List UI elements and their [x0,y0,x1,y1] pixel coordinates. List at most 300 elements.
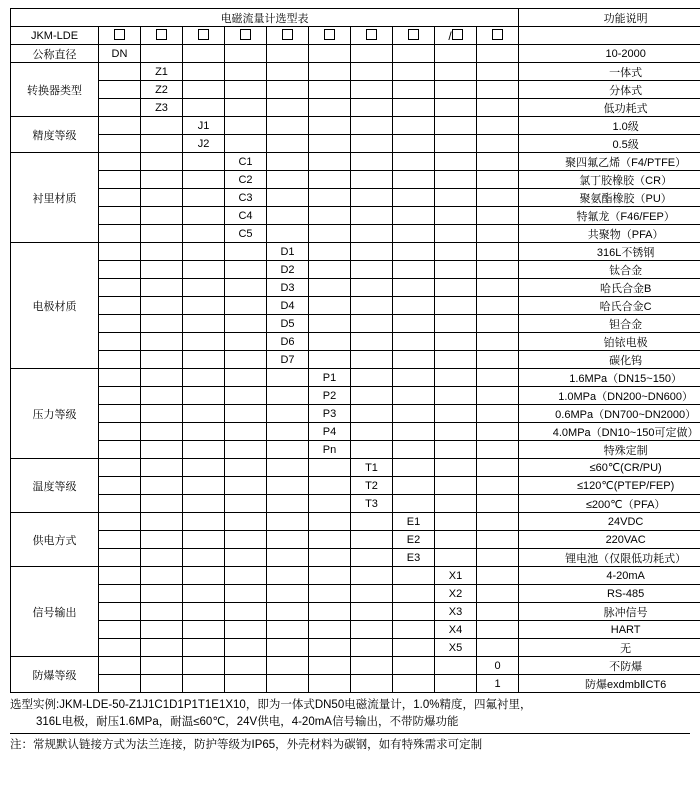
option-description: 特殊定制 [519,441,700,459]
table-row [11,531,700,549]
empty-cell [435,459,477,477]
option-code[interactable]: D7 [267,351,309,369]
empty-cell [393,675,435,693]
empty-cell [183,225,225,243]
empty-cell [141,477,183,495]
table-row [11,315,700,333]
empty-cell [141,423,183,441]
option-code[interactable]: D1 [267,243,309,261]
row-label: 压力等级 [11,369,99,459]
empty-cell [267,45,309,63]
option-code[interactable]: T1 [351,459,393,477]
empty-cell [225,279,267,297]
table-row [11,63,700,81]
empty-cell [99,207,141,225]
empty-cell [225,639,267,657]
empty-cell [141,225,183,243]
empty-cell [183,81,225,99]
empty-cell [477,225,519,243]
table-row [11,495,700,513]
row-label: 防爆等级 [11,657,99,693]
empty-cell [351,369,393,387]
empty-cell [267,531,309,549]
empty-cell [309,243,351,261]
option-code[interactable]: X5 [435,639,477,657]
empty-cell [267,117,309,135]
empty-cell [225,603,267,621]
option-code[interactable]: X2 [435,585,477,603]
empty-cell [435,423,477,441]
empty-cell [393,81,435,99]
option-description: RS-485 [519,585,700,603]
option-description: 0.6MPa（DN700~DN2000） [519,405,700,423]
option-code[interactable]: C5 [225,225,267,243]
empty-cell [99,81,141,99]
table-row [11,639,700,657]
checkbox-icon[interactable] [114,29,125,40]
empty-cell [351,639,393,657]
empty-cell [309,45,351,63]
option-code[interactable]: C4 [225,207,267,225]
checkbox-icon[interactable] [282,29,293,40]
empty-cell [141,513,183,531]
empty-cell [225,81,267,99]
empty-cell [477,333,519,351]
option-code[interactable]: C3 [225,189,267,207]
empty-cell [393,405,435,423]
note-line-2: 316L电极，耐压1.6MPa，耐温≤60℃，24V供电，4-20mA信号输出，不带防爆功能 [36,715,459,728]
empty-cell [477,585,519,603]
model-checkbox-cell[interactable] [477,27,519,45]
empty-cell [477,567,519,585]
table-row [11,297,700,315]
empty-cell [267,81,309,99]
checkbox-icon[interactable] [408,29,419,40]
empty-cell [435,45,477,63]
option-description: 聚氨酯橡胶（PU） [519,189,700,207]
empty-cell [99,495,141,513]
option-description: 低功耗式 [519,99,700,117]
option-description: 哈氏合金C [519,297,700,315]
model-checkbox-cell[interactable] [393,27,435,45]
empty-cell [477,99,519,117]
empty-cell [225,585,267,603]
checkbox-icon[interactable] [366,29,377,40]
empty-cell [435,99,477,117]
empty-cell [309,207,351,225]
empty-cell [225,369,267,387]
model-checkbox-cell[interactable] [309,27,351,45]
empty-cell [99,675,141,693]
empty-cell [267,135,309,153]
table-row [11,441,700,459]
model-checkbox-cell[interactable] [351,27,393,45]
empty-cell [477,279,519,297]
empty-cell [225,513,267,531]
empty-cell [99,99,141,117]
empty-cell [141,261,183,279]
empty-cell [309,135,351,153]
option-description: 316L不锈钢 [519,243,700,261]
empty-cell [225,135,267,153]
option-code[interactable]: X1 [435,567,477,585]
table-row [11,657,700,675]
empty-cell [183,495,225,513]
table-row [11,387,700,405]
option-code[interactable]: E2 [393,531,435,549]
option-description: 1.0MPa（DN200~DN600） [519,387,700,405]
empty-cell [477,351,519,369]
empty-cell [99,261,141,279]
selection-table [10,8,700,693]
empty-cell [183,657,225,675]
option-code[interactable]: X3 [435,603,477,621]
function-title: 功能说明 [519,9,700,27]
empty-cell [267,63,309,81]
empty-cell [393,279,435,297]
row-label: 供电方式 [11,513,99,567]
model-code-row [11,27,700,45]
option-description: 1.0级 [519,117,700,135]
empty-cell [225,243,267,261]
empty-cell [141,621,183,639]
empty-cell [183,45,225,63]
empty-cell [435,117,477,135]
empty-cell [183,333,225,351]
empty-cell [99,639,141,657]
empty-cell [183,297,225,315]
empty-cell [183,531,225,549]
row-label: 精度等级 [11,117,99,153]
empty-cell [183,171,225,189]
empty-cell [225,315,267,333]
empty-cell [393,441,435,459]
empty-cell [267,99,309,117]
note-line-3: 注：常规默认链接方式为法兰连接，防护等级为IP65，外壳材料为碳钢，如有特殊需求可定制 [10,739,483,752]
empty-cell [393,657,435,675]
empty-cell [267,207,309,225]
empty-cell [99,477,141,495]
empty-cell [267,675,309,693]
table-row [11,261,700,279]
empty-cell [183,513,225,531]
empty-cell [267,639,309,657]
option-code[interactable]: E3 [393,549,435,567]
empty-cell [351,171,393,189]
empty-cell [393,153,435,171]
option-code[interactable]: D5 [267,315,309,333]
empty-cell [99,531,141,549]
table-row [11,171,700,189]
empty-cell [183,549,225,567]
empty-cell [99,171,141,189]
option-code[interactable]: D3 [267,279,309,297]
empty-cell [267,405,309,423]
option-code[interactable]: Pn [309,441,351,459]
option-code[interactable]: Z1 [141,63,183,81]
empty-cell [351,567,393,585]
option-code[interactable]: T3 [351,495,393,513]
table-row [11,279,700,297]
option-description: 0.5级 [519,135,700,153]
empty-cell [477,387,519,405]
empty-cell [477,153,519,171]
empty-cell [141,315,183,333]
option-code[interactable]: D2 [267,261,309,279]
empty-cell [99,297,141,315]
empty-cell [435,63,477,81]
note-line-1: 选型实例:JKM-LDE-50-Z1J1C1D1P1T1E1X10，即为一体式DN50电磁流量计，1.0%精度，四氟衬里， [10,699,532,711]
empty-cell [225,441,267,459]
checkbox-icon[interactable] [156,29,167,40]
option-code[interactable]: 0 [477,657,519,675]
empty-cell [393,603,435,621]
empty-cell [351,513,393,531]
empty-cell [435,135,477,153]
option-description: 碳化钨 [519,351,700,369]
empty-cell [351,63,393,81]
empty-cell [435,477,477,495]
option-code[interactable]: P2 [309,387,351,405]
empty-cell [141,639,183,657]
empty-cell [351,243,393,261]
model-checkbox-cell[interactable] [141,27,183,45]
empty-cell [393,297,435,315]
option-code[interactable]: D6 [267,333,309,351]
table-row [11,351,700,369]
empty-cell [183,459,225,477]
model-checkbox-cell[interactable] [99,27,141,45]
option-code[interactable]: E1 [393,513,435,531]
empty-cell [141,279,183,297]
empty-cell [99,657,141,675]
empty-cell [351,117,393,135]
empty-cell [141,153,183,171]
empty-cell [393,621,435,639]
empty-cell [351,315,393,333]
empty-cell [225,63,267,81]
empty-cell [393,423,435,441]
model-checkbox-cell[interactable] [225,27,267,45]
empty-cell [183,243,225,261]
empty-cell [351,225,393,243]
empty-cell [393,567,435,585]
empty-cell [351,441,393,459]
slash-separator: / [448,28,452,43]
empty-cell [141,387,183,405]
empty-cell [477,513,519,531]
empty-cell [309,675,351,693]
empty-cell [309,531,351,549]
row-label: 衬里材质 [11,153,99,243]
table-row [11,45,700,63]
option-code[interactable]: 1 [477,675,519,693]
checkbox-icon[interactable] [324,29,335,40]
empty-cell [477,189,519,207]
table-row [11,135,700,153]
empty-cell [183,675,225,693]
empty-cell [435,531,477,549]
empty-cell [351,45,393,63]
empty-cell [141,567,183,585]
empty-cell [477,477,519,495]
empty-cell [99,387,141,405]
empty-cell [351,135,393,153]
empty-cell [393,477,435,495]
table-row [11,477,700,495]
empty-cell [141,207,183,225]
notes-divider [10,733,690,734]
empty-cell [309,153,351,171]
table-row [11,459,700,477]
option-code[interactable]: J2 [183,135,225,153]
checkbox-icon[interactable] [492,29,503,40]
empty-cell [309,657,351,675]
checkbox-icon[interactable] [452,29,463,40]
row-label: 转换器类型 [11,63,99,117]
empty-cell [309,225,351,243]
table-row [11,675,700,693]
option-code[interactable]: P1 [309,369,351,387]
empty-cell [477,135,519,153]
empty-cell [267,171,309,189]
empty-cell [183,351,225,369]
empty-cell [309,81,351,99]
empty-cell [435,441,477,459]
empty-cell [477,117,519,135]
option-code[interactable]: X4 [435,621,477,639]
empty-cell [267,567,309,585]
option-description: ≤120℃(PTEP/FEP) [519,477,700,495]
option-code[interactable]: D4 [267,297,309,315]
empty-cell [99,333,141,351]
empty-cell [477,243,519,261]
empty-cell [477,441,519,459]
empty-cell [141,495,183,513]
empty-cell [99,459,141,477]
table-row [11,567,700,585]
option-description: 钽合金 [519,315,700,333]
table-title: 电磁流量计选型表 [11,9,519,27]
checkbox-icon[interactable] [240,29,251,40]
empty-cell [393,585,435,603]
empty-cell [309,279,351,297]
empty-cell [435,369,477,387]
empty-cell [141,675,183,693]
empty-cell [267,387,309,405]
function-header-blank [519,27,700,45]
empty-cell [141,297,183,315]
empty-cell [309,513,351,531]
empty-cell [393,243,435,261]
empty-cell [99,243,141,261]
empty-cell [477,531,519,549]
empty-cell [225,99,267,117]
option-description: HART [519,621,700,639]
model-code: JKM-LDE [11,27,99,45]
option-description: 特氟龙（F46/FEP） [519,207,700,225]
model-checkbox-cell[interactable] [435,27,477,45]
empty-cell [225,117,267,135]
option-code[interactable]: P3 [309,405,351,423]
empty-cell [309,117,351,135]
empty-cell [393,639,435,657]
empty-cell [99,63,141,81]
option-description: 哈氏合金B [519,279,700,297]
table-row [11,621,700,639]
empty-cell [141,189,183,207]
empty-cell [435,81,477,99]
model-checkbox-cell[interactable] [267,27,309,45]
empty-cell [477,495,519,513]
empty-cell [309,189,351,207]
empty-cell [351,675,393,693]
empty-cell [99,567,141,585]
checkbox-icon[interactable] [198,29,209,40]
empty-cell [183,63,225,81]
empty-cell [267,369,309,387]
empty-cell [477,63,519,81]
option-code[interactable]: P4 [309,423,351,441]
model-checkbox-cell[interactable] [183,27,225,45]
empty-cell [267,189,309,207]
empty-cell [141,369,183,387]
option-code[interactable]: Z2 [141,81,183,99]
option-description: 共聚物（PFA） [519,225,700,243]
table-body [11,9,700,693]
empty-cell [477,621,519,639]
option-code[interactable]: T2 [351,477,393,495]
empty-cell [477,639,519,657]
empty-cell [99,135,141,153]
option-description: 一体式 [519,63,700,81]
empty-cell [435,333,477,351]
empty-cell [183,423,225,441]
empty-cell [477,459,519,477]
empty-cell [393,261,435,279]
empty-cell [99,603,141,621]
empty-cell [309,477,351,495]
empty-cell [435,513,477,531]
empty-cell [225,45,267,63]
empty-cell [477,315,519,333]
empty-cell [99,315,141,333]
empty-cell [309,315,351,333]
option-code[interactable]: J1 [183,117,225,135]
empty-cell [351,99,393,117]
empty-cell [267,441,309,459]
option-description: 钛合金 [519,261,700,279]
option-code[interactable]: C2 [225,171,267,189]
option-code[interactable]: C1 [225,153,267,171]
empty-cell [393,495,435,513]
empty-cell [477,297,519,315]
empty-cell [351,189,393,207]
option-description: 锂电池（仅限低功耗式） [519,549,700,567]
empty-cell [99,513,141,531]
empty-cell [141,45,183,63]
empty-cell [183,279,225,297]
option-description: ≤60℃(CR/PU) [519,459,700,477]
empty-cell [309,567,351,585]
option-code[interactable]: Z3 [141,99,183,117]
option-code[interactable]: DN [99,45,141,63]
empty-cell [141,585,183,603]
table-row [11,81,700,99]
option-description: ≤200℃（PFA） [519,495,700,513]
empty-cell [309,333,351,351]
empty-cell [183,207,225,225]
